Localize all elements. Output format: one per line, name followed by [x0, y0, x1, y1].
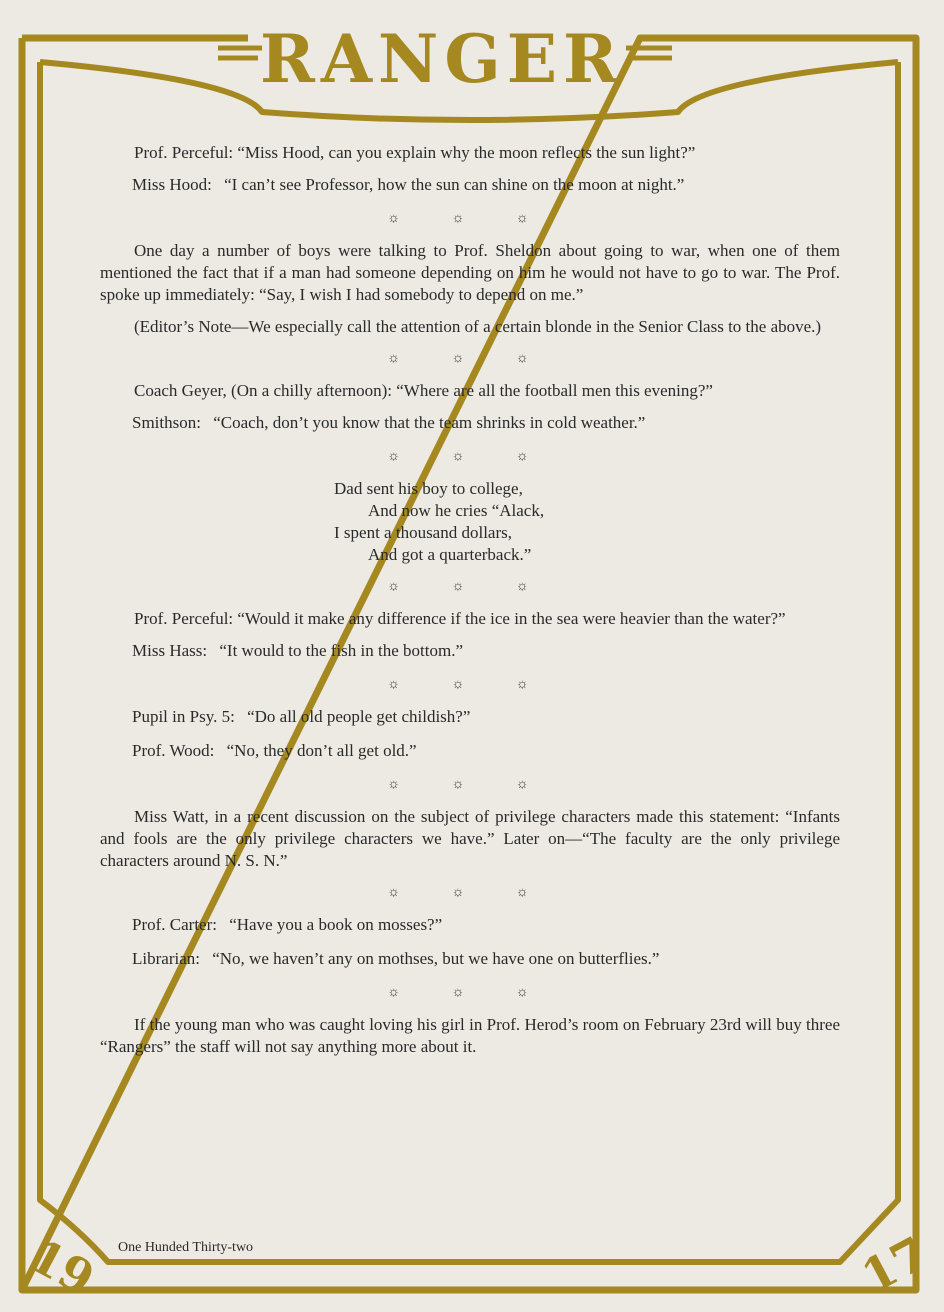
speaker: Smithson: — [132, 413, 201, 432]
quote: “Would it make any difference if the ice in the sea were heavier than the water?” — [237, 609, 786, 628]
quote: “Where are all the football men this evening?” — [396, 381, 713, 400]
joke-dialog — [100, 380, 840, 402]
speaker: Prof. Perceful: — [134, 609, 234, 628]
joke-dialog — [100, 640, 840, 662]
speaker: Miss Hood: — [132, 175, 212, 194]
joke-dialog — [100, 914, 840, 936]
quote: “Do all old people get childish?” — [247, 707, 471, 726]
year-right-digits: 17 — [853, 1226, 935, 1304]
poem — [334, 478, 840, 566]
quote: “It would to the fish in the bottom.” — [219, 641, 463, 660]
joke-dialog — [100, 706, 840, 728]
speaker: Coach Geyer, (On a chilly afternoon): — [134, 381, 392, 400]
quote: “I can’t see Professor, how the sun can shine on the moon at night.” — [224, 175, 685, 194]
speaker: Prof. Perceful: — [134, 143, 234, 162]
page-body — [100, 142, 840, 1068]
quote: “Miss Hood, can you explain why the moon reflects the sun light?” — [237, 143, 696, 162]
ornament-separator: ☼ ☼ ☼ — [387, 449, 553, 464]
speaker: Librarian: — [132, 949, 200, 968]
ornament-separator: ☼ ☼ ☼ — [387, 777, 553, 792]
year-left-digits: 19 — [21, 1228, 103, 1306]
quote: “No, we haven’t any on mothses, but we have one on butterflies.” — [212, 949, 660, 968]
ornament-separator: ☼ ☼ ☼ — [387, 885, 553, 900]
quote: “Have you a book on mosses?” — [229, 915, 443, 934]
ornament-separator: ☼ ☼ ☼ — [387, 677, 553, 692]
ornament-separator: ☼ ☼ ☼ — [387, 985, 553, 1000]
poem-line: And now he cries “Alack, — [368, 501, 545, 520]
joke-dialog — [100, 948, 840, 970]
joke-dialog — [100, 174, 840, 196]
joke-dialog — [100, 142, 840, 164]
joke-paragraph: Miss Watt, in a recent discussion on the subject of privilege characters made this statement: “Infants and fools are the only privilege characters we have.” Later on—“The faculty are the only privilege characters around N. S. N.” — [100, 807, 840, 870]
speaker: Prof. Carter: — [132, 915, 217, 934]
poem-line: And got a quarterback.” — [368, 545, 532, 564]
quote: “No, they don’t all get old.” — [226, 741, 417, 760]
speaker: Pupil in Psy. 5: — [132, 707, 235, 726]
joke-dialog — [100, 740, 840, 762]
speaker: Miss Hass: — [132, 641, 208, 660]
ornament-separator: ☼ ☼ ☼ — [387, 211, 553, 226]
joke-paragraph: One day a number of boys were talking to Prof. Sheldon about going to war, when one of them mentioned the fact that if a man had someone depending on him he would not have to go to war. The Prof. spoke up immediately: “Say, I wish I had somebody to depend on me.” — [100, 241, 840, 304]
poem-line: Dad sent his boy to college, — [334, 479, 523, 498]
speaker: Prof. Wood: — [132, 741, 215, 760]
ornament-separator: ☼ ☼ ☼ — [387, 579, 553, 594]
editors-note: (Editor’s Note—We especially call the attention of a certain blonde in the Senior Class to the above.) — [134, 317, 822, 336]
joke-paragraph: If the young man who was caught loving his girl in Prof. Herod’s room on February 23rd will buy three “Rangers” the staff will not say anything more about it. — [100, 1015, 840, 1056]
ornament-separator: ☼ ☼ ☼ — [387, 351, 553, 366]
joke-dialog — [100, 412, 840, 434]
page-number-footer: One Hunded Thirty-two — [118, 1240, 254, 1255]
masthead-title: RANGER — [260, 20, 624, 98]
poem-line: I spent a thousand dollars, — [334, 523, 512, 542]
joke-dialog — [100, 608, 840, 630]
quote: “Coach, don’t you know that the team shrinks in cold weather.” — [213, 413, 646, 432]
